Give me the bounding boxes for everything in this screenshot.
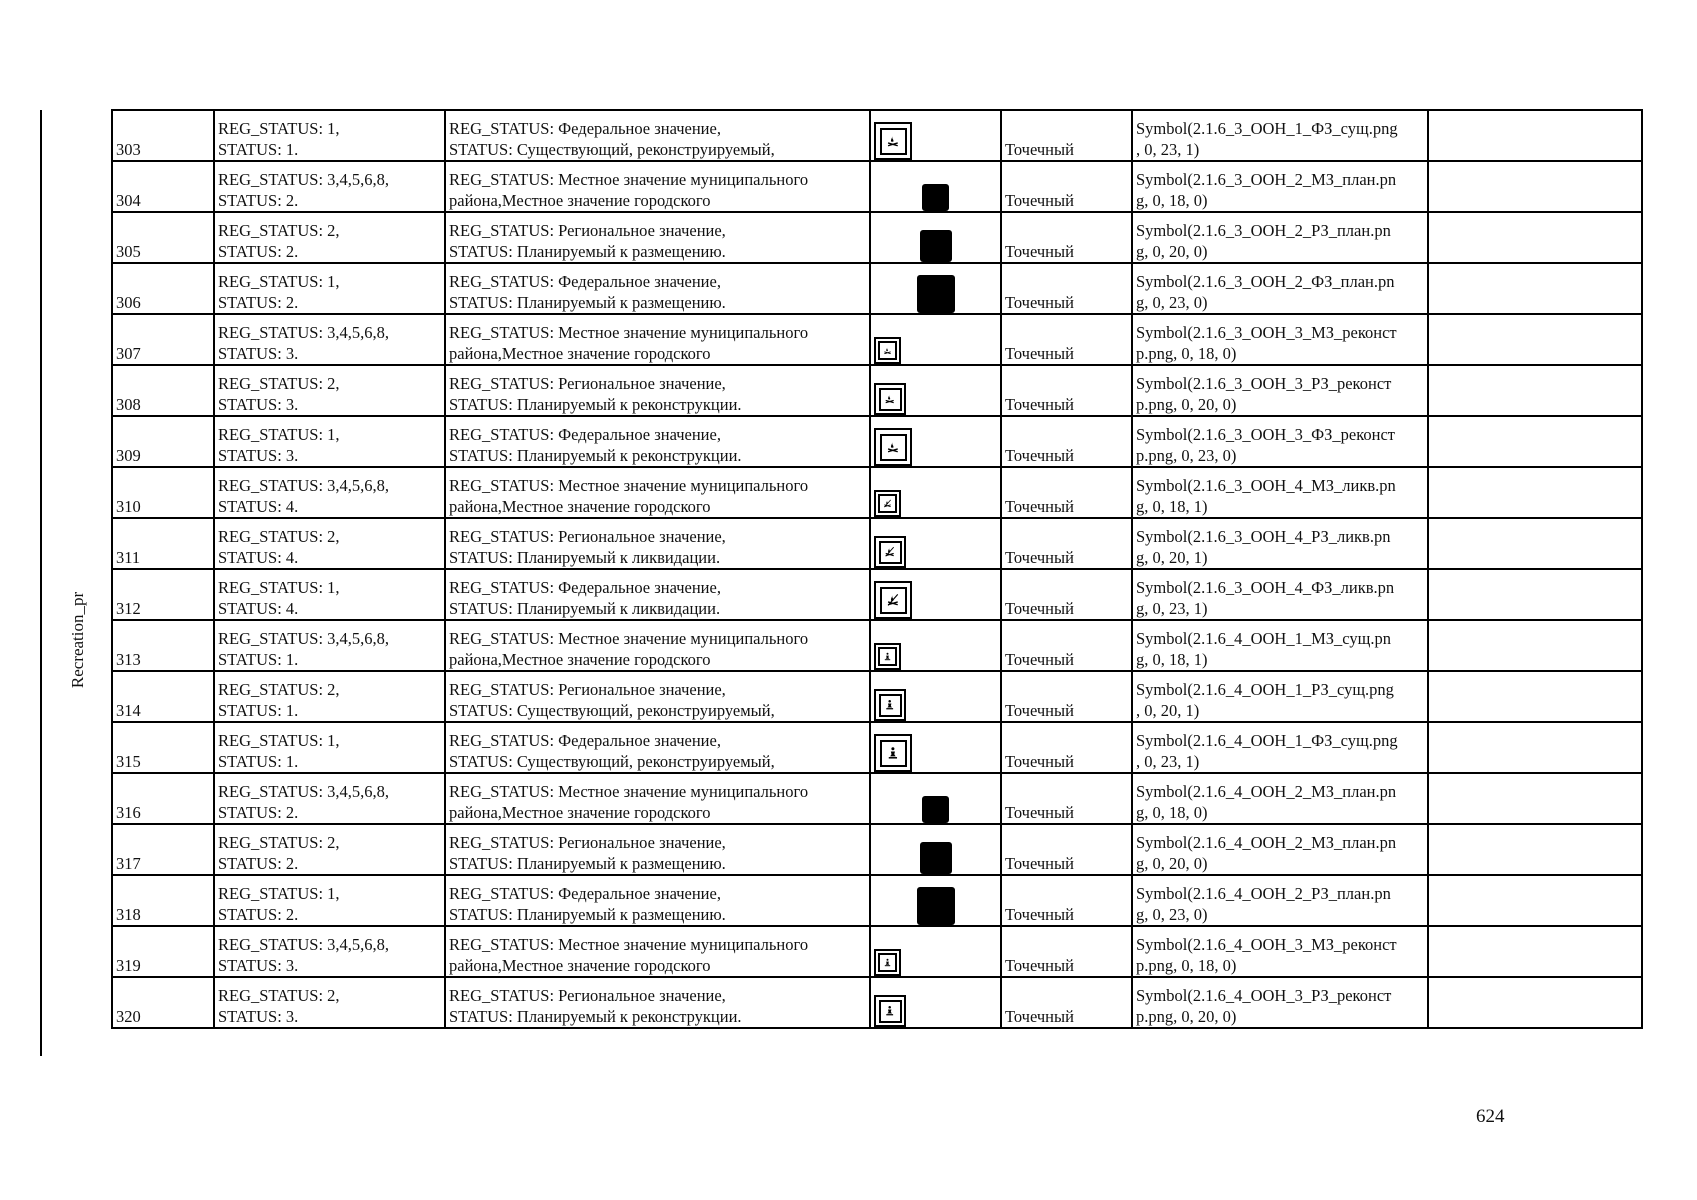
table-row	[112, 875, 1642, 926]
geometry-type: Точечный	[1001, 365, 1132, 416]
geometry-type: Точечный	[1001, 875, 1132, 926]
row-number: 317	[112, 824, 214, 875]
filled-square-icon	[922, 184, 949, 211]
symbol-preview	[870, 518, 1001, 569]
status-codes: REG_STATUS: 2, STATUS: 3.	[214, 977, 445, 1028]
status-codes: REG_STATUS: 1, STATUS: 3.	[214, 416, 445, 467]
status-codes: REG_STATUS: 2, STATUS: 2.	[214, 824, 445, 875]
symbol-definition: Symbol(2.1.6_3_ООН_2_ФЗ_план.pn g, 0, 23, 0)	[1132, 263, 1428, 314]
empty-cell	[1428, 212, 1642, 263]
status-codes: REG_STATUS: 1, STATUS: 1.	[214, 110, 445, 161]
symbol-preview	[870, 161, 1001, 212]
geometry-type: Точечный	[1001, 161, 1132, 212]
empty-cell	[1428, 263, 1642, 314]
status-codes: REG_STATUS: 2, STATUS: 4.	[214, 518, 445, 569]
geometry-type: Точечный	[1001, 926, 1132, 977]
symbol-preview	[870, 977, 1001, 1028]
status-codes: REG_STATUS: 1, STATUS: 2.	[214, 875, 445, 926]
status-description: REG_STATUS: Региональное значение, STATUS: Планируемый к ликвидации.	[445, 518, 870, 569]
empty-cell	[1428, 671, 1642, 722]
status-codes: REG_STATUS: 3,4,5,6,8, STATUS: 2.	[214, 161, 445, 212]
geometry-type: Точечный	[1001, 671, 1132, 722]
geometry-type: Точечный	[1001, 722, 1132, 773]
row-number: 307	[112, 314, 214, 365]
row-number: 303	[112, 110, 214, 161]
geometry-type: Точечный	[1001, 773, 1132, 824]
table-row	[112, 977, 1642, 1028]
chess-figure-icon	[874, 995, 906, 1027]
status-codes: REG_STATUS: 2, STATUS: 3.	[214, 365, 445, 416]
status-codes: REG_STATUS: 3,4,5,6,8, STATUS: 3.	[214, 926, 445, 977]
empty-cell	[1428, 977, 1642, 1028]
filled-square-icon	[917, 275, 955, 313]
empty-cell	[1428, 620, 1642, 671]
table-row	[112, 824, 1642, 875]
empty-cell	[1428, 824, 1642, 875]
row-number: 308	[112, 365, 214, 416]
symbol-definition: Symbol(2.1.6_4_ООН_3_МЗ_реконст р.png, 0, 18, 0)	[1132, 926, 1428, 977]
row-number: 310	[112, 467, 214, 518]
filled-square-icon	[917, 887, 955, 925]
row-number: 312	[112, 569, 214, 620]
symbol-definition: Symbol(2.1.6_4_ООН_1_ФЗ_сущ.png , 0, 23, 1)	[1132, 722, 1428, 773]
page-number: 624	[1476, 1106, 1505, 1127]
filled-square-icon	[922, 796, 949, 823]
table-row	[112, 161, 1642, 212]
table-row	[112, 722, 1642, 773]
status-codes: REG_STATUS: 3,4,5,6,8, STATUS: 1.	[214, 620, 445, 671]
status-description: REG_STATUS: Региональное значение, STATUS: Планируемый к реконструкции.	[445, 977, 870, 1028]
geometry-type: Точечный	[1001, 518, 1132, 569]
table-row	[112, 620, 1642, 671]
status-codes: REG_STATUS: 1, STATUS: 4.	[214, 569, 445, 620]
empty-cell	[1428, 518, 1642, 569]
status-description: REG_STATUS: Местное значение муниципального района,Местное значение городского	[445, 161, 870, 212]
status-description: REG_STATUS: Местное значение муниципального района,Местное значение городского	[445, 467, 870, 518]
geometry-type: Точечный	[1001, 569, 1132, 620]
chess-figure-icon	[874, 643, 901, 670]
row-number: 318	[112, 875, 214, 926]
symbol-definition: Symbol(2.1.6_4_ООН_1_РЗ_сущ.png , 0, 20, 1)	[1132, 671, 1428, 722]
crossed-campfire-icon	[874, 490, 901, 517]
symbol-definition: Symbol(2.1.6_3_ООН_3_МЗ_реконст р.png, 0, 18, 0)	[1132, 314, 1428, 365]
filled-square-icon	[920, 230, 952, 262]
chess-figure-icon	[874, 689, 906, 721]
empty-cell	[1428, 161, 1642, 212]
table-row	[112, 926, 1642, 977]
geometry-type: Точечный	[1001, 824, 1132, 875]
campfire-icon	[874, 122, 912, 160]
empty-cell	[1428, 926, 1642, 977]
geometry-type: Точечный	[1001, 467, 1132, 518]
empty-cell	[1428, 875, 1642, 926]
status-description: REG_STATUS: Федеральное значение, STATUS: Планируемый к реконструкции.	[445, 416, 870, 467]
row-number: 320	[112, 977, 214, 1028]
empty-cell	[1428, 314, 1642, 365]
symbol-definition: Symbol(2.1.6_3_ООН_3_ФЗ_реконст р.png, 0, 23, 0)	[1132, 416, 1428, 467]
row-number: 305	[112, 212, 214, 263]
symbol-definition: Symbol(2.1.6_4_ООН_2_МЗ_план.pn g, 0, 20, 0)	[1132, 824, 1428, 875]
geometry-type: Точечный	[1001, 620, 1132, 671]
status-codes: REG_STATUS: 1, STATUS: 1.	[214, 722, 445, 773]
geometry-type: Точечный	[1001, 416, 1132, 467]
table-row	[112, 671, 1642, 722]
symbol-preview	[870, 875, 1001, 926]
status-codes: REG_STATUS: 3,4,5,6,8, STATUS: 4.	[214, 467, 445, 518]
row-number: 306	[112, 263, 214, 314]
symbol-definition: Symbol(2.1.6_3_ООН_2_МЗ_план.pn g, 0, 18, 0)	[1132, 161, 1428, 212]
empty-cell	[1428, 773, 1642, 824]
table-row	[112, 467, 1642, 518]
row-number: 314	[112, 671, 214, 722]
row-number: 304	[112, 161, 214, 212]
status-codes: REG_STATUS: 3,4,5,6,8, STATUS: 2.	[214, 773, 445, 824]
table-row	[112, 365, 1642, 416]
status-codes: REG_STATUS: 3,4,5,6,8, STATUS: 3.	[214, 314, 445, 365]
status-description: REG_STATUS: Местное значение муниципального района,Местное значение городского	[445, 926, 870, 977]
row-number: 313	[112, 620, 214, 671]
table-row	[112, 212, 1642, 263]
status-codes: REG_STATUS: 2, STATUS: 1.	[214, 671, 445, 722]
chess-figure-icon	[874, 949, 901, 976]
geometry-type: Точечный	[1001, 212, 1132, 263]
table-row	[112, 518, 1642, 569]
empty-cell	[1428, 569, 1642, 620]
symbol-definition: Symbol(2.1.6_3_ООН_4_ФЗ_ликв.pn g, 0, 23, 1)	[1132, 569, 1428, 620]
table-row	[112, 773, 1642, 824]
row-number: 309	[112, 416, 214, 467]
left-margin-rule	[40, 110, 42, 1056]
table-row	[112, 416, 1642, 467]
status-description: REG_STATUS: Местное значение муниципального района,Местное значение городского	[445, 314, 870, 365]
symbol-preview	[870, 467, 1001, 518]
symbol-register-table	[111, 109, 1643, 1029]
symbol-preview	[870, 671, 1001, 722]
table-row	[112, 263, 1642, 314]
symbol-preview	[870, 110, 1001, 161]
geometry-type: Точечный	[1001, 263, 1132, 314]
campfire-icon	[874, 337, 901, 364]
status-description: REG_STATUS: Федеральное значение, STATUS: Существующий, реконструируемый,	[445, 722, 870, 773]
status-codes: REG_STATUS: 1, STATUS: 2.	[214, 263, 445, 314]
layer-name-label: Recreation_pr	[68, 591, 87, 689]
empty-cell	[1428, 467, 1642, 518]
symbol-definition: Symbol(2.1.6_3_ООН_4_МЗ_ликв.pn g, 0, 18, 1)	[1132, 467, 1428, 518]
status-description: REG_STATUS: Региональное значение, STATUS: Планируемый к размещению.	[445, 212, 870, 263]
status-description: REG_STATUS: Федеральное значение, STATUS: Планируемый к размещению.	[445, 263, 870, 314]
symbol-preview	[870, 926, 1001, 977]
symbol-definition: Symbol(2.1.6_3_ООН_2_РЗ_план.pn g, 0, 20, 0)	[1132, 212, 1428, 263]
symbol-definition: Symbol(2.1.6_4_ООН_2_РЗ_план.pn g, 0, 23, 0)	[1132, 875, 1428, 926]
empty-cell	[1428, 722, 1642, 773]
empty-cell	[1428, 365, 1642, 416]
status-description: REG_STATUS: Региональное значение, STATUS: Существующий, реконструируемый,	[445, 671, 870, 722]
status-description: REG_STATUS: Региональное значение, STATUS: Планируемый к размещению.	[445, 824, 870, 875]
campfire-icon	[874, 383, 906, 415]
status-description: REG_STATUS: Местное значение муниципального района,Местное значение городского	[445, 773, 870, 824]
campfire-icon	[874, 428, 912, 466]
crossed-campfire-icon	[874, 536, 906, 568]
symbol-preview	[870, 416, 1001, 467]
symbol-definition: Symbol(2.1.6_4_ООН_3_РЗ_реконст р.png, 0, 20, 0)	[1132, 977, 1428, 1028]
table-row	[112, 314, 1642, 365]
status-description: REG_STATUS: Федеральное значение, STATUS: Существующий, реконструируемый,	[445, 110, 870, 161]
crossed-campfire-icon	[874, 581, 912, 619]
symbol-preview	[870, 722, 1001, 773]
symbol-preview	[870, 365, 1001, 416]
table-row	[112, 110, 1642, 161]
symbol-preview	[870, 620, 1001, 671]
symbol-preview	[870, 263, 1001, 314]
row-number: 311	[112, 518, 214, 569]
symbol-definition: Symbol(2.1.6_4_ООН_1_МЗ_сущ.pn g, 0, 18, 1)	[1132, 620, 1428, 671]
status-description: REG_STATUS: Региональное значение, STATUS: Планируемый к реконструкции.	[445, 365, 870, 416]
table-row	[112, 569, 1642, 620]
symbol-preview	[870, 212, 1001, 263]
symbol-preview	[870, 569, 1001, 620]
status-codes: REG_STATUS: 2, STATUS: 2.	[214, 212, 445, 263]
symbol-definition: Symbol(2.1.6_3_ООН_1_ФЗ_сущ.png , 0, 23, 1)	[1132, 110, 1428, 161]
status-description: REG_STATUS: Федеральное значение, STATUS: Планируемый к ликвидации.	[445, 569, 870, 620]
symbol-preview	[870, 824, 1001, 875]
row-number: 319	[112, 926, 214, 977]
status-description: REG_STATUS: Местное значение муниципального района,Местное значение городского	[445, 620, 870, 671]
row-number: 316	[112, 773, 214, 824]
chess-figure-icon	[874, 734, 912, 772]
row-number: 315	[112, 722, 214, 773]
status-description: REG_STATUS: Федеральное значение, STATUS: Планируемый к размещению.	[445, 875, 870, 926]
symbol-definition: Symbol(2.1.6_3_ООН_4_РЗ_ликв.pn g, 0, 20, 1)	[1132, 518, 1428, 569]
symbol-preview	[870, 773, 1001, 824]
empty-cell	[1428, 110, 1642, 161]
geometry-type: Точечный	[1001, 314, 1132, 365]
symbol-definition: Symbol(2.1.6_4_ООН_2_МЗ_план.pn g, 0, 18, 0)	[1132, 773, 1428, 824]
empty-cell	[1428, 416, 1642, 467]
symbol-preview	[870, 314, 1001, 365]
symbol-definition: Symbol(2.1.6_3_ООН_3_РЗ_реконст р.png, 0, 20, 0)	[1132, 365, 1428, 416]
geometry-type: Точечный	[1001, 110, 1132, 161]
geometry-type: Точечный	[1001, 977, 1132, 1028]
filled-square-icon	[920, 842, 952, 874]
